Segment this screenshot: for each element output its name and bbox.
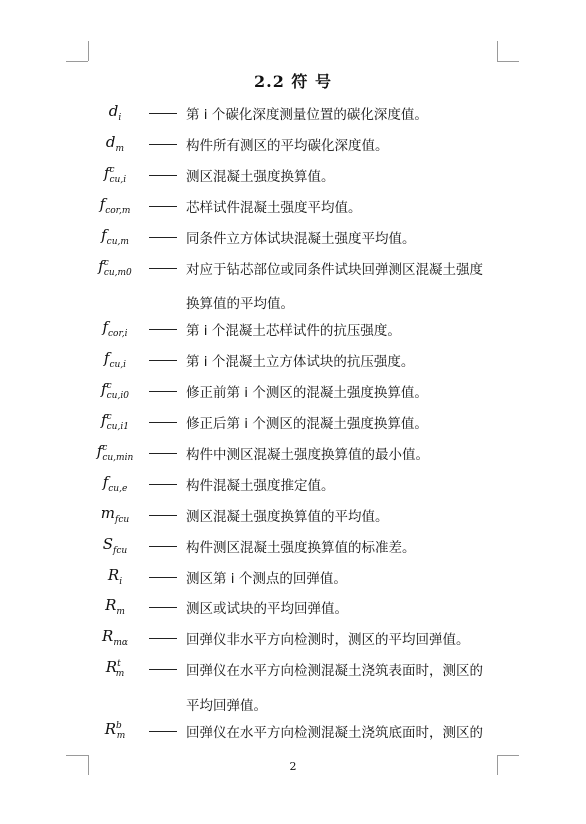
symbol-entry <box>0 98 586 128</box>
crop-mark-bottom-left-h <box>66 755 88 756</box>
symbol-description: 构件测区混凝土强度换算值的标准差。 <box>186 539 416 556</box>
symbol-base: m <box>100 503 116 522</box>
symbol-superscript: c <box>103 257 109 268</box>
symbol-subscript: cor,i <box>108 329 128 340</box>
symbol-subscript: cu,min <box>102 452 134 463</box>
symbol-entry <box>0 716 586 746</box>
symbol-base: R <box>107 565 120 584</box>
symbol-description: 测区混凝土强度换算值的平均值。 <box>186 508 389 525</box>
symbol-superscript: c <box>102 442 108 453</box>
symbol-entry <box>0 160 586 190</box>
symbol-base: R <box>105 596 117 615</box>
em-dash <box>149 638 177 639</box>
crop-mark-top-right-h <box>497 61 519 62</box>
symbol-entry <box>0 253 586 283</box>
symbol-description: 回弹仪在水平方向检测混凝土浇筑表面时，测区的 <box>186 663 483 680</box>
symbol <box>70 658 160 680</box>
em-dash <box>149 206 177 207</box>
symbol-base: f <box>102 318 109 337</box>
page-number: 2 <box>289 760 297 773</box>
symbol <box>70 318 160 340</box>
symbol-subscript: cu,i <box>109 360 127 371</box>
symbol-entry <box>0 562 586 592</box>
symbol-base: S <box>102 534 114 553</box>
symbol-superscript: c <box>106 412 112 422</box>
symbol-base: f <box>103 163 110 182</box>
em-dash <box>149 669 177 670</box>
symbol <box>70 132 160 154</box>
symbol-description: 第 i 个碳化深度测量位置的碳化深度值。 <box>186 107 428 123</box>
em-dash <box>149 577 177 578</box>
symbol-description: 第 i 个混凝土芯样试件的抗压强度。 <box>186 323 401 340</box>
symbol-entry <box>0 407 586 437</box>
em-dash <box>149 144 177 145</box>
symbol <box>70 225 160 247</box>
symbol-entry <box>0 314 586 344</box>
symbol-entry <box>0 623 586 653</box>
symbol-description: 芯样试件混凝土强度平均值。 <box>186 199 362 216</box>
symbol-base: f <box>99 194 106 213</box>
symbol-subscript: cu,i1 <box>106 422 129 432</box>
symbol-subscript: fcu <box>115 514 130 525</box>
symbol-subscript: mα <box>113 638 128 649</box>
symbol <box>70 596 160 618</box>
symbol-entry <box>0 129 586 159</box>
symbol-subscript: cor,m <box>105 205 131 216</box>
symbol-description: 回弹仪非水平方向检测时，测区的平均回弹值。 <box>186 632 470 649</box>
symbol-subscript: m <box>115 143 125 154</box>
symbol <box>70 380 160 402</box>
symbol <box>70 503 160 525</box>
symbol <box>70 163 160 185</box>
symbol-base: f <box>98 256 104 275</box>
em-dash <box>149 484 177 485</box>
symbol-description: 构件混凝土强度推定值。 <box>186 477 335 494</box>
em-dash <box>149 607 177 608</box>
symbol-entry <box>0 531 586 561</box>
symbol-base: f <box>101 380 107 399</box>
em-dash <box>149 360 177 361</box>
crop-mark-top-left-v <box>88 41 89 61</box>
symbol-description: 同条件立方体试块混凝土强度平均值。 <box>186 230 416 247</box>
symbol-entry <box>0 222 586 252</box>
symbol-base: f <box>101 225 107 244</box>
symbol-entry <box>0 191 586 221</box>
em-dash <box>149 515 177 516</box>
crop-mark-top-right-v <box>497 41 498 61</box>
symbol <box>70 534 160 556</box>
symbol-subscript: i <box>119 576 123 587</box>
symbol <box>70 565 160 587</box>
symbol <box>70 627 160 649</box>
symbol-base: d <box>108 102 119 120</box>
symbol-description: 测区或试块的平均回弹值。 <box>186 601 348 618</box>
symbol-description: 回弹仪在水平方向检测混凝土浇筑底面时，测区的 <box>186 725 483 741</box>
em-dash <box>149 268 177 269</box>
symbol <box>70 102 160 123</box>
symbol-entry <box>0 592 586 622</box>
symbol-subscript: m <box>116 731 126 741</box>
symbol <box>70 720 160 741</box>
symbol-superscript: t <box>117 659 121 670</box>
crop-mark-bottom-right-h <box>497 755 519 756</box>
symbol-entry <box>0 469 586 499</box>
symbol-base: f <box>103 349 110 368</box>
symbol-subscript: i <box>118 113 122 123</box>
em-dash <box>149 453 177 454</box>
symbol <box>70 349 160 371</box>
symbol-description: 修正后第 i 个测区的混凝土强度换算值。 <box>186 416 428 432</box>
em-dash <box>149 546 177 547</box>
symbol-subscript: cu,i0 <box>106 391 129 402</box>
symbol-superscript: c <box>109 164 115 175</box>
symbol-base: R <box>105 658 118 677</box>
crop-mark-top-left-h <box>66 61 88 62</box>
em-dash <box>149 731 177 732</box>
symbol-superscript: b <box>115 721 122 731</box>
symbol-subscript: cu,m <box>106 236 129 247</box>
symbol-entry <box>0 500 586 530</box>
symbol-subscript: cu,m0 <box>103 267 132 278</box>
symbol-base: R <box>102 627 114 646</box>
em-dash <box>149 391 177 392</box>
section-heading: 2.2 符 号 <box>254 72 332 91</box>
symbol-description: 修正前第 i 个测区的混凝土强度换算值。 <box>186 385 428 402</box>
em-dash <box>149 113 177 114</box>
symbol <box>70 441 160 463</box>
symbol-description: 构件所有测区的平均碳化深度值。 <box>186 137 389 154</box>
symbol-entry <box>0 654 586 684</box>
symbol-superscript: c <box>106 381 112 392</box>
symbol-base: f <box>102 472 109 491</box>
symbol-description: 测区混凝土强度换算值。 <box>186 168 335 185</box>
symbol-subscript: cu,e <box>108 483 128 494</box>
symbol-entry <box>0 438 586 468</box>
symbol <box>70 472 160 494</box>
symbol-description: 第 i 个混凝土立方体试块的抗压强度。 <box>186 354 415 371</box>
symbol-base: f <box>101 411 107 429</box>
symbol-base: R <box>104 720 116 738</box>
symbol-subscript: fcu <box>113 545 128 556</box>
em-dash <box>149 329 177 330</box>
symbol-description: 对应于钻芯部位或同条件试块回弹测区混凝土强度 <box>186 261 483 278</box>
symbol-description-continuation: 平均回弹值。 <box>186 698 267 715</box>
symbol-description: 测区第 i 个测点的回弹值。 <box>186 570 347 587</box>
symbol-entry <box>0 345 586 375</box>
symbol-entry <box>0 376 586 406</box>
symbol-subscript: m <box>115 669 125 680</box>
em-dash <box>149 175 177 176</box>
symbol <box>70 411 160 432</box>
symbol-description-continuation: 换算值的平均值。 <box>186 296 294 313</box>
symbol-base: d <box>105 132 116 151</box>
symbol-description: 构件中测区混凝土强度换算值的最小值。 <box>186 446 429 463</box>
symbol <box>70 194 160 216</box>
symbol-base: f <box>96 441 103 460</box>
em-dash <box>149 237 177 238</box>
symbol-subscript: cu,i <box>109 174 127 185</box>
em-dash <box>149 422 177 423</box>
symbol-subscript: m <box>116 607 125 618</box>
symbol <box>70 256 160 278</box>
